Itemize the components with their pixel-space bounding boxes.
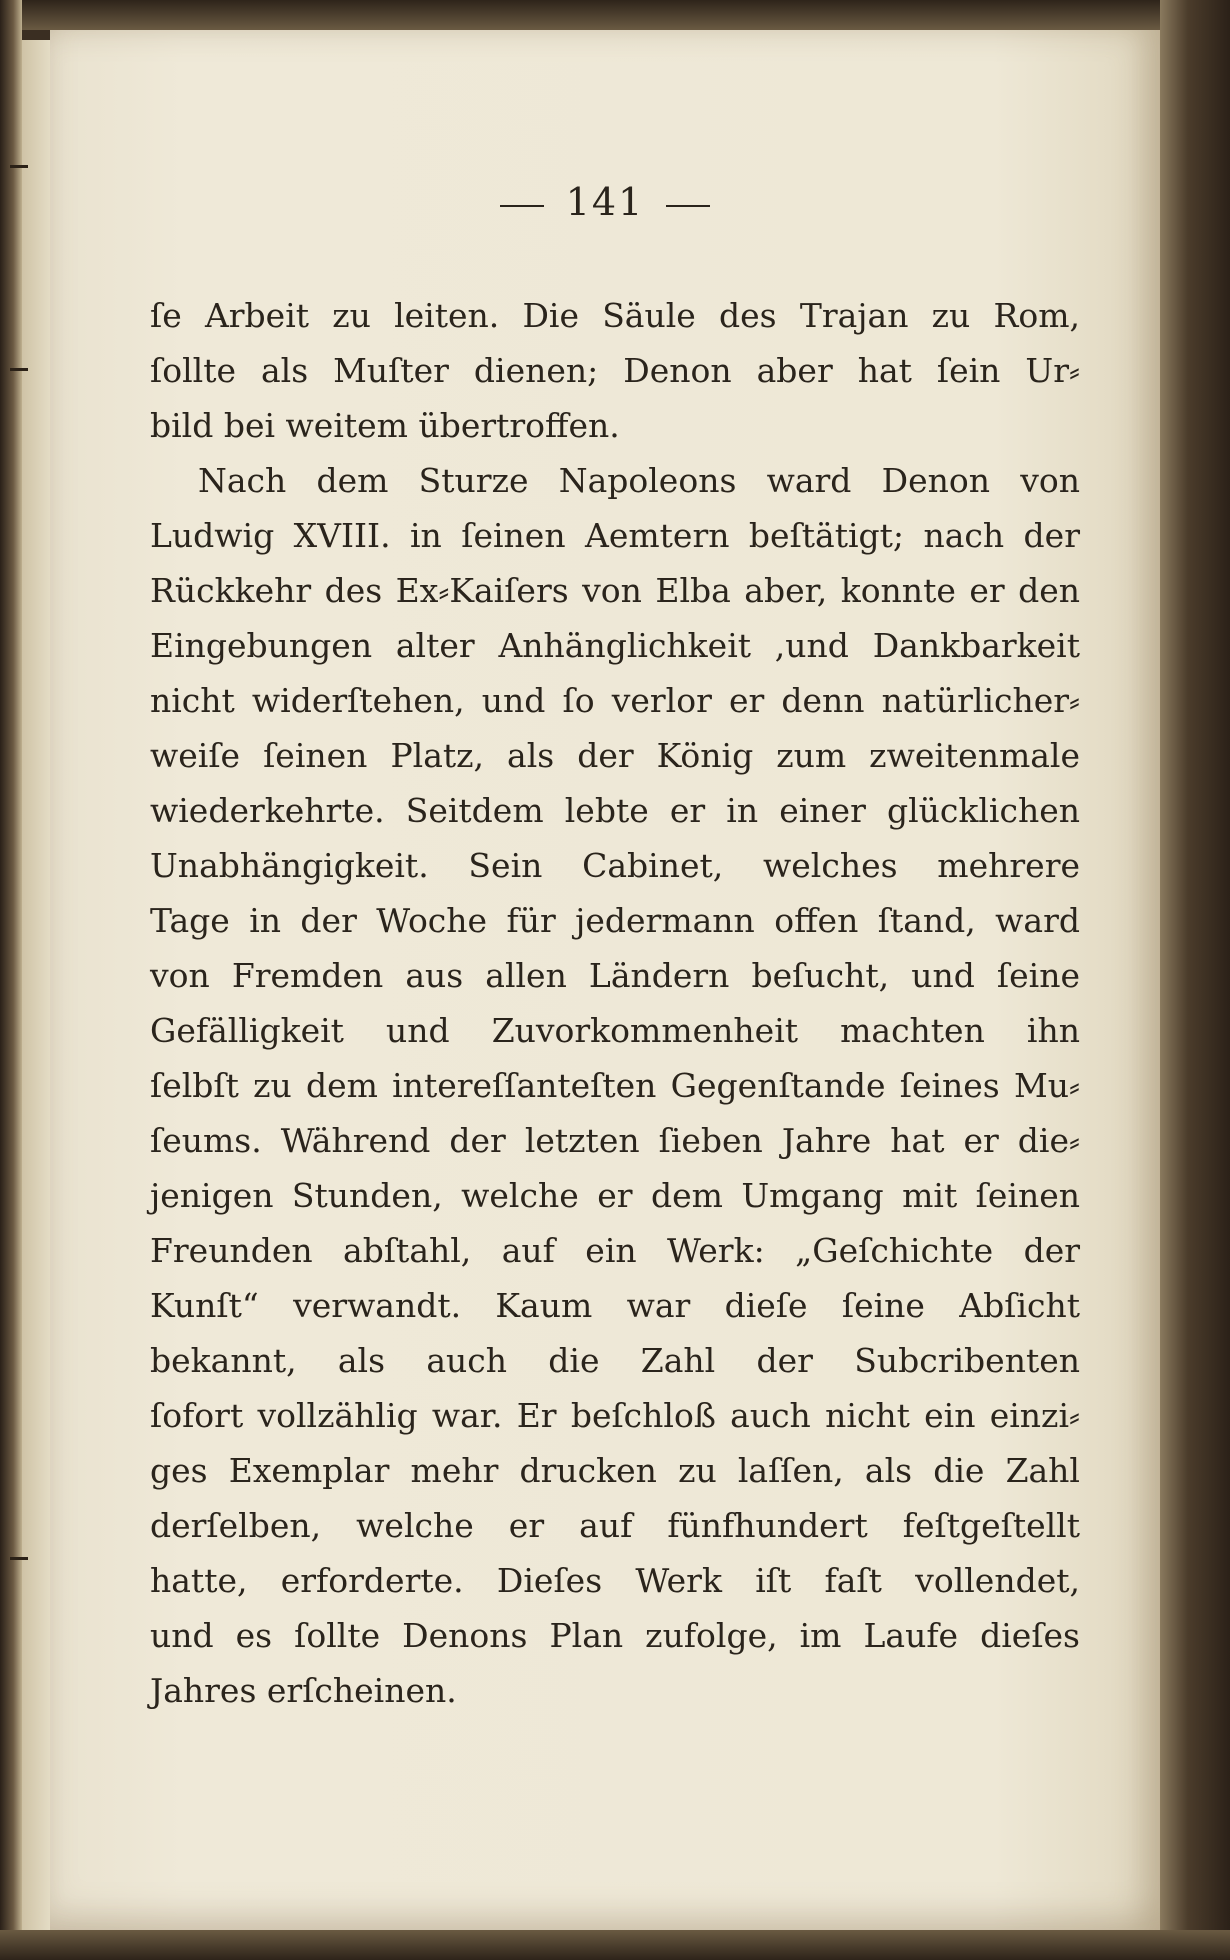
header-dash-left bbox=[500, 205, 544, 207]
text-line: bild bei weitem übertroffen. bbox=[150, 406, 620, 445]
text-line: jenigen Stunden, welche er dem Umgang mit ſeinen bbox=[150, 1176, 1080, 1215]
header-dash-right bbox=[666, 205, 710, 207]
page-number: 141 bbox=[565, 180, 645, 224]
text-line: Nach dem Sturze Napoleons ward Denon von bbox=[198, 461, 1080, 500]
text-line: Ludwig XVIII. in ſeinen Aemtern beſtätigt; nach der bbox=[150, 516, 1080, 555]
text-line: ſollte als Muſter dienen; Denon aber hat ſein Ur⸗ bbox=[150, 351, 1080, 390]
text-line: weiſe ſeinen Platz, als der König zum zweitenmale bbox=[150, 736, 1080, 775]
text-line: Unabhängigkeit. Sein Cabinet, welches mehrere bbox=[150, 846, 1080, 885]
text-line: Tage in der Woche für jedermann offen ſtand, ward bbox=[150, 901, 1080, 940]
text-line: wiederkehrte. Seitdem lebte er in einer glücklichen bbox=[150, 791, 1080, 830]
text-line: Jahres erſcheinen. bbox=[150, 1671, 457, 1710]
text-line: ges Exemplar mehr drucken zu laſſen, als die Zahl bbox=[150, 1451, 1080, 1490]
text-line: derſelben, welche er auf fünfhundert feſtgeſtellt bbox=[150, 1506, 1080, 1545]
book-page bbox=[50, 30, 1160, 1930]
text-line: ſe Arbeit zu leiten. Die Säule des Trajan zu Rom, bbox=[150, 296, 1080, 335]
margin-mark bbox=[10, 368, 28, 371]
text-line: und es ſollte Denons Plan zufolge, im Laufe dieſes bbox=[150, 1616, 1080, 1655]
margin-mark bbox=[10, 1557, 28, 1560]
text-line: Rückkehr des Ex⸗Kaiſers von Elba aber, konnte er den bbox=[150, 571, 1080, 610]
text-line: Kunſt“ verwandt. Kaum war dieſe ſeine Abſicht bbox=[150, 1286, 1080, 1325]
text-line: Gefälligkeit und Zuvorkommenheit machten ihn bbox=[150, 1011, 1080, 1050]
margin-mark bbox=[10, 165, 28, 168]
book-right-edge bbox=[1160, 0, 1230, 1960]
book-bottom-edge bbox=[0, 1930, 1230, 1960]
text-line: ſelbſt zu dem intereſſanteſten Gegenſtande ſeines Mu⸗ bbox=[150, 1066, 1080, 1105]
text-line: ſofort vollzählig war. Er beſchloß auch nicht ein einzi⸗ bbox=[150, 1396, 1080, 1435]
text-line: nicht widerſtehen, und ſo verlor er denn natürlicher⸗ bbox=[150, 681, 1080, 720]
body-text bbox=[150, 288, 1080, 1718]
text-line: Eingebungen alter Anhänglichkeit ,und Dankbarkeit bbox=[150, 626, 1080, 665]
page-number-header bbox=[50, 180, 1160, 224]
facing-page-strip bbox=[22, 40, 50, 1930]
text-line: ſeums. Während der letzten ſieben Jahre hat er die⸗ bbox=[150, 1121, 1080, 1160]
book-spine-shadow bbox=[0, 0, 22, 1960]
text-line: Freunden abſtahl, auf ein Werk: „Geſchichte der bbox=[150, 1231, 1080, 1270]
text-line: bekannt, als auch die Zahl der Subcribenten bbox=[150, 1341, 1080, 1380]
text-line: hatte, erforderte. Dieſes Werk iſt faſt vollendet, bbox=[150, 1561, 1080, 1600]
text-line: von Fremden aus allen Ländern beſucht, und ſeine bbox=[150, 956, 1080, 995]
book-top-edge bbox=[0, 0, 1230, 30]
